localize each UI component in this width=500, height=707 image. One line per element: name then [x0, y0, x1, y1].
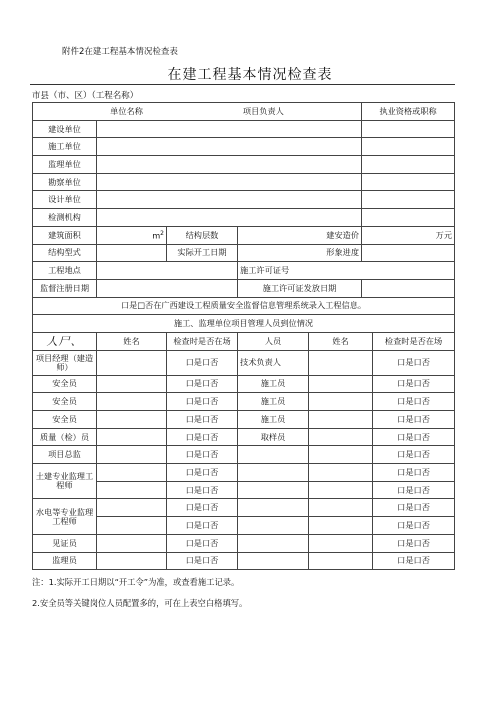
staff-role-label: 水电等专业监理工程师 [33, 499, 97, 534]
unit-input[interactable] [97, 209, 362, 227]
unit-row-design [33, 191, 455, 209]
structure-row [33, 244, 455, 262]
registration-row [33, 279, 455, 297]
staff-row [33, 464, 455, 482]
unit-header-row [33, 103, 455, 121]
name-header: 姓名 [309, 332, 373, 350]
supervision-reg-date-label: 监督注册日期 [33, 279, 97, 297]
unit-input[interactable] [97, 173, 362, 191]
qualification-input[interactable] [362, 138, 455, 156]
staff-role-label: 监理员 [33, 552, 97, 570]
unit-label: 勘察单位 [33, 173, 97, 191]
present-checkbox[interactable]: 口是口否 [167, 375, 238, 393]
unit-input[interactable] [97, 120, 362, 138]
unit-label: 检测机构 [33, 209, 97, 227]
staff-name-input[interactable] [97, 350, 167, 375]
qualification-input[interactable] [362, 156, 455, 174]
present-checkbox[interactable]: 口是口否 [373, 428, 455, 446]
staff-row [33, 481, 455, 499]
staff-name-input[interactable] [97, 534, 167, 552]
staff-name-input[interactable] [309, 446, 373, 464]
staff-row [33, 411, 455, 429]
present-checkbox[interactable]: 口是口否 [373, 464, 455, 482]
staff-role-label: 项目经理（建造师） [33, 350, 97, 375]
staff-name-input[interactable] [309, 481, 373, 499]
present-checkbox[interactable]: 口是口否 [373, 446, 455, 464]
inspection-table [32, 102, 455, 570]
present-checkbox[interactable]: 口是口否 [167, 464, 238, 482]
city-project-line: 市县（市、区）（工程名称） [32, 91, 139, 101]
supervision-reg-date-input[interactable] [97, 279, 238, 297]
staff-name-input[interactable] [97, 481, 167, 499]
staff-role-label: 安全员 [33, 393, 97, 411]
present-checkbox[interactable]: 口是口否 [167, 552, 238, 570]
person-header-handwritten: 人尸、 [33, 332, 97, 350]
note-2: 2.安全员等关键岗位人员配置多的，可在上表空白格填写。 [32, 598, 248, 608]
permit-no-label: 施工许可证号 [238, 262, 455, 280]
staff-row [33, 375, 455, 393]
staff-row [33, 446, 455, 464]
staff-name-input[interactable] [309, 350, 373, 375]
present-checkbox[interactable]: 口是口否 [373, 534, 455, 552]
permit-issue-date-input[interactable] [362, 279, 455, 297]
present-checkbox[interactable]: 口是口否 [167, 350, 238, 375]
location-label: 工程地点 [33, 262, 97, 280]
staff-name-input[interactable] [97, 375, 167, 393]
staff-name-input[interactable] [97, 552, 167, 570]
qualification-input[interactable] [362, 173, 455, 191]
staff-name-input[interactable] [309, 534, 373, 552]
present-checkbox[interactable]: 口是口否 [373, 350, 455, 375]
title-underline [30, 84, 455, 85]
staff-row [33, 428, 455, 446]
present-checkbox[interactable]: 口是口否 [373, 499, 455, 517]
building-area-input[interactable] [97, 226, 167, 244]
note-1: 注：1.实际开工日期以“开工令”为准，或查看施工记录。 [32, 577, 240, 587]
staff-name-input[interactable] [309, 499, 373, 517]
staff-role-label: 取样员 [238, 428, 309, 446]
unit-name-label: 单位名称 [110, 105, 143, 116]
staff-header-row [33, 332, 455, 350]
staff-name-input[interactable] [309, 464, 373, 482]
staff-name-input[interactable] [97, 464, 167, 482]
permit-issue-date-label: 施工许可证发放日期 [238, 279, 362, 297]
staff-row [33, 517, 455, 535]
building-area-label: 建筑面积 [33, 226, 97, 244]
location-input[interactable] [97, 262, 238, 280]
present-header: 检查时是否在场 [167, 332, 238, 350]
staff-name-input[interactable] [309, 411, 373, 429]
qualification-input[interactable] [362, 120, 455, 138]
unit-input[interactable] [97, 156, 362, 174]
staff-role-label: 施工员 [238, 375, 309, 393]
form-title: 在建工程基本情况检查表 [167, 67, 333, 83]
project-leader-label: 项目负责人 [242, 105, 284, 116]
staff-role-label: 质量（检）员 [33, 428, 97, 446]
name-header: 姓名 [97, 332, 167, 350]
staff-row [33, 552, 455, 570]
staff-name-input[interactable] [309, 552, 373, 570]
system-entry-row [33, 297, 455, 315]
staff-row [33, 534, 455, 552]
present-checkbox[interactable]: 口是口否 [167, 428, 238, 446]
cost-unit-label: 万元 [362, 226, 455, 244]
present-checkbox[interactable]: 口是口否 [373, 393, 455, 411]
present-checkbox[interactable]: 口是口否 [167, 481, 238, 499]
staff-name-input[interactable] [97, 446, 167, 464]
staff-section-title: 施工、监理单位项目管理人员到位情况 [33, 315, 455, 333]
attachment-label: 附件2在建工程基本情况检查表 [62, 47, 178, 57]
structure-floors-label: 结构层数 [167, 226, 238, 244]
install-cost-label: 建安造价 [238, 226, 362, 244]
present-checkbox[interactable]: 口是口否 [373, 517, 455, 535]
actual-start-label: 实际开工日期 [167, 244, 238, 262]
staff-row [33, 499, 455, 517]
staff-role-label: 施工员 [238, 393, 309, 411]
present-checkbox[interactable]: 口是口否 [167, 517, 238, 535]
staff-name-input[interactable] [97, 393, 167, 411]
unit-row-construction-owner [33, 120, 455, 138]
staff-role-label: 见证员 [33, 534, 97, 552]
staff-row [33, 393, 455, 411]
staff-role-input[interactable] [238, 499, 309, 517]
unit-row-survey [33, 173, 455, 191]
structure-type-label: 结构型式 [33, 244, 97, 262]
staff-name-input[interactable] [97, 411, 167, 429]
area-unit-sup: 2 [160, 230, 164, 238]
unit-row-supervisor [33, 156, 455, 174]
staff-role-label: 安全员 [33, 375, 97, 393]
structure-type-input[interactable] [97, 244, 167, 262]
present-checkbox[interactable]: 口是口否 [167, 534, 238, 552]
person-header: 人员 [238, 332, 309, 350]
staff-role-input[interactable] [238, 517, 309, 535]
staff-role-label: 项目总监 [33, 446, 97, 464]
present-checkbox[interactable]: 口是口否 [167, 499, 238, 517]
staff-role-input[interactable] [238, 464, 309, 482]
present-checkbox[interactable]: 口是口否 [373, 411, 455, 429]
staff-role-label: 安全员 [33, 411, 97, 429]
unit-name-header [33, 103, 362, 121]
system-entry-checkbox[interactable]: 口是□否在广西建设工程质量安全监督信息管理系统录入工程信息。 [33, 297, 455, 315]
present-checkbox[interactable]: 口是口否 [373, 481, 455, 499]
present-checkbox[interactable]: 口是口否 [167, 411, 238, 429]
staff-role-input[interactable] [238, 534, 309, 552]
location-row [33, 262, 455, 280]
staff-name-input[interactable] [309, 517, 373, 535]
staff-role-input[interactable] [238, 552, 309, 570]
qualification-input[interactable] [362, 191, 455, 209]
staff-role-input[interactable] [238, 481, 309, 499]
unit-input[interactable] [97, 191, 362, 209]
staff-name-input[interactable] [309, 393, 373, 411]
unit-label: 设计单位 [33, 191, 97, 209]
staff-row [33, 350, 455, 375]
staff-name-input[interactable] [97, 428, 167, 446]
unit-input[interactable] [97, 138, 362, 156]
area-row [33, 226, 455, 244]
present-checkbox[interactable]: 口是口否 [167, 446, 238, 464]
staff-role-label: 技术负责人 [238, 350, 309, 375]
staff-name-input[interactable] [309, 428, 373, 446]
qualification-header: 执业资格或职称 [362, 103, 455, 121]
present-checkbox[interactable]: 口是口否 [373, 375, 455, 393]
present-checkbox[interactable]: 口是口否 [373, 552, 455, 570]
unit-row-contractor [33, 138, 455, 156]
unit-label: 监理单位 [33, 156, 97, 174]
present-header: 检查时是否在场 [373, 332, 455, 350]
staff-role-label: 土建专业监理工程师 [33, 464, 97, 499]
area-unit: m [152, 231, 161, 242]
staff-name-input[interactable] [97, 517, 167, 535]
staff-role-label: 施工员 [238, 411, 309, 429]
progress-label: 形象进度 [238, 244, 362, 262]
staff-name-input[interactable] [97, 499, 167, 517]
unit-label: 建设单位 [33, 120, 97, 138]
staff-section-row [33, 315, 455, 333]
staff-role-input[interactable] [238, 446, 309, 464]
staff-name-input[interactable] [309, 375, 373, 393]
unit-row-testing [33, 209, 455, 227]
present-checkbox[interactable]: 口是口否 [167, 393, 238, 411]
qualification-input[interactable] [362, 209, 455, 227]
unit-label: 施工单位 [33, 138, 97, 156]
progress-input[interactable] [362, 244, 455, 262]
